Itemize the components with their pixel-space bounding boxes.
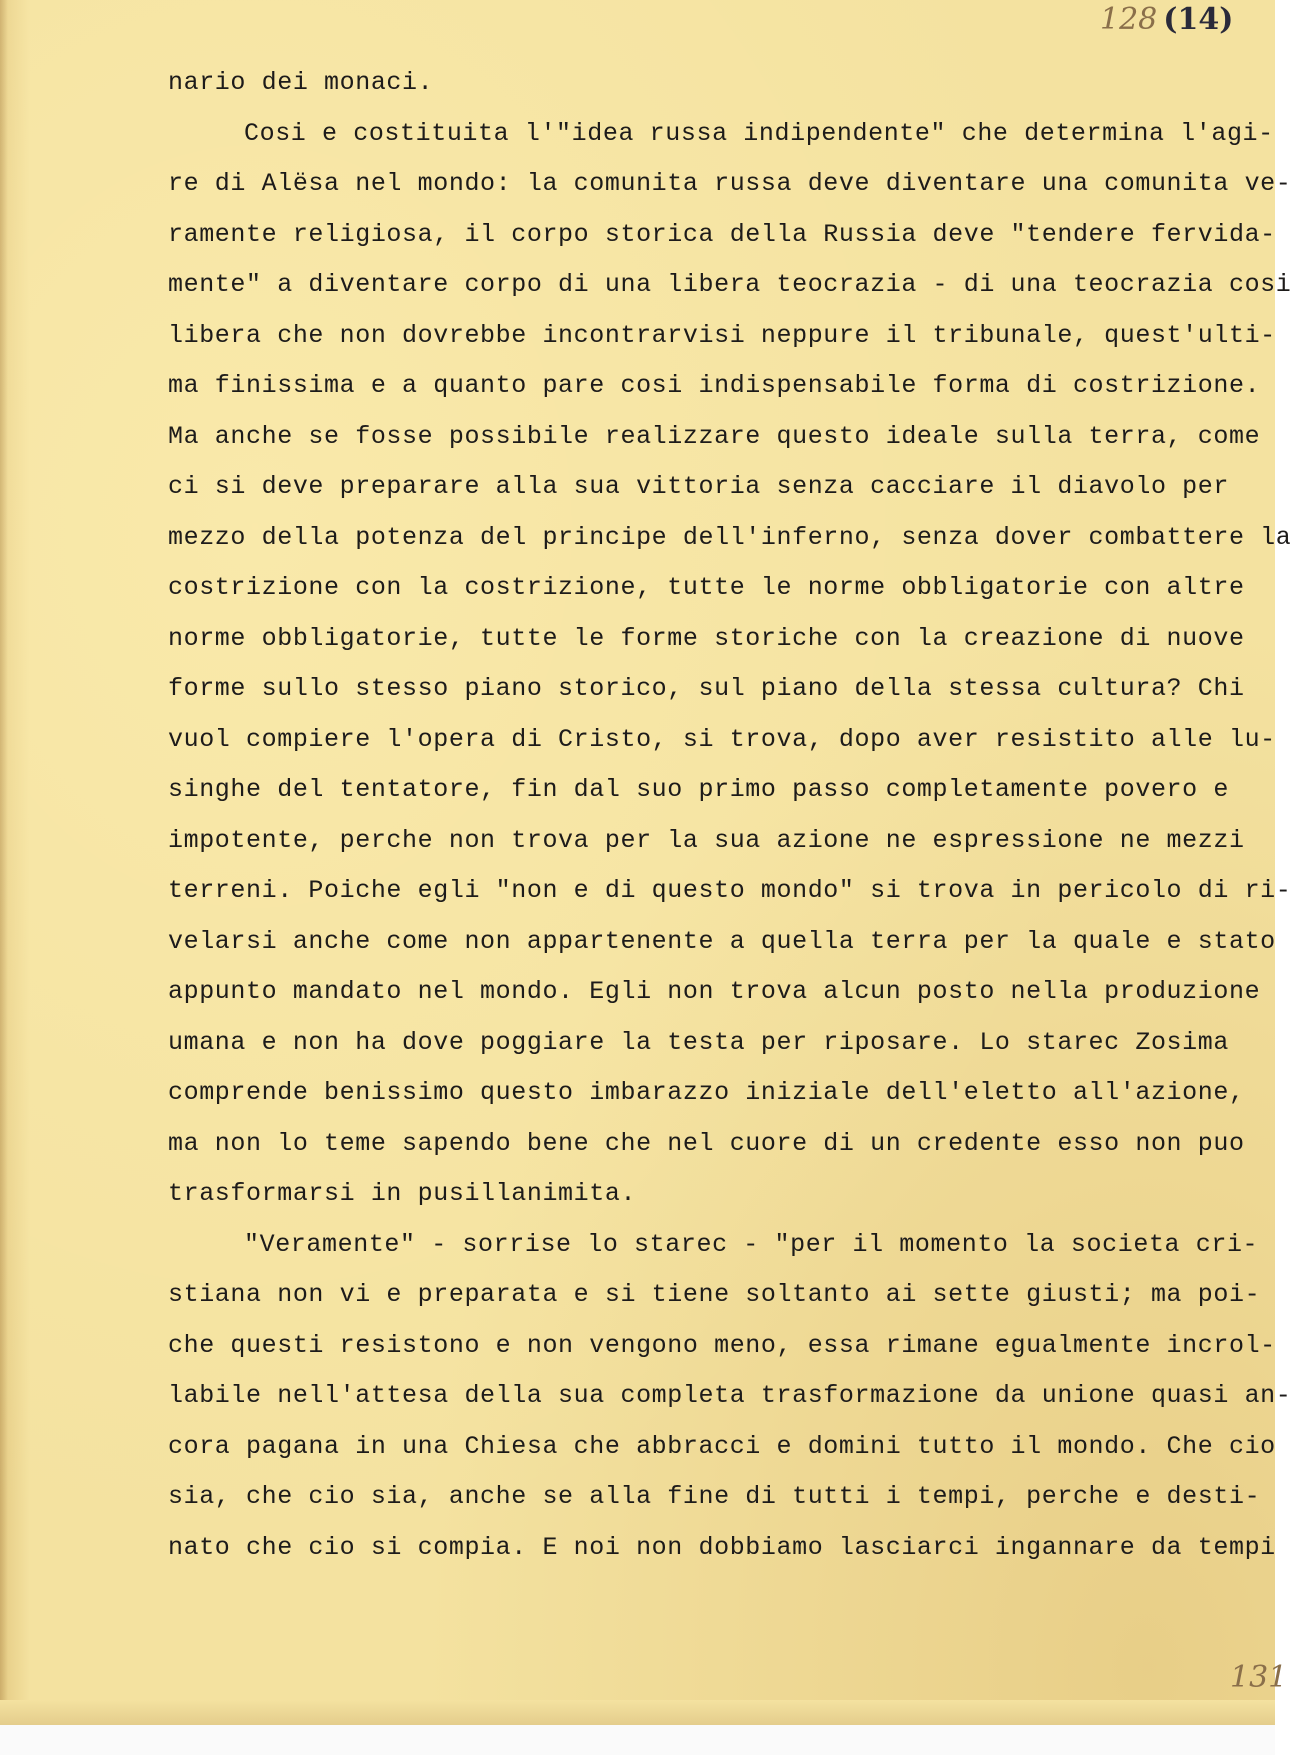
text-line: cora pagana in una Chiesa che abbracci e domini tutto il mondo. Che cio [168,1431,1276,1461]
page-left-edge [0,0,8,1755]
text-line: vuol compiere l'opera di Cristo, si trova, dopo aver resistito alle lu- [168,724,1276,754]
typed-text [168,58,1291,1573]
text-line: che questi resistono e non vengono meno, essa rimane egualmente incrol- [168,1330,1276,1360]
text-line: umana e non ha dove poggiare la testa per riposare. Lo starec Zosima [168,1027,1229,1057]
text-line: forme sullo stesso piano storico, sul piano della stessa cultura? Chi [168,674,1245,703]
page-bottom-edge [0,1700,1275,1725]
page-number: (14) [1163,2,1234,37]
text-line: nario dei monaci. [168,68,434,97]
text-line: ci si deve preparare alla sua vittoria senza cacciare il diavolo per [168,472,1229,501]
text-line: impotente, perche non trova per la sua azione ne espressione ne mezzi [168,825,1245,855]
text-line: sia, che cio sia, anche se alla fine di tutti i tempi, perche e desti- [168,1482,1261,1511]
text-line: velarsi anche come non appartenente a quella terra per la quale e stato [168,926,1276,956]
text-line: trasformarsi in pusillanimita. [168,1179,637,1208]
text-line: "Veramente" - sorrise lo starec - "per il momento la societa cri- [244,1229,1259,1259]
text-line: Ma anche se fosse possibile realizzare questo ideale sulla terra, come [168,421,1261,451]
text-line: labile nell'attesa della sua completa trasformazione da unione quasi an- [168,1381,1291,1410]
scan-background [0,1725,1275,1755]
text-line: costrizione con la costrizione, tutte le norme obbligatorie con altre [168,573,1245,602]
text-line: appunto mandato nel mondo. Egli non trova alcun posto nella produzione [168,977,1261,1006]
text-line: Cosi e costituita l'"idea russa indipendente" che determina l'agi- [244,118,1274,148]
text-line: mezzo della potenza del principe dell'inferno, senza dover combattere la [168,522,1291,552]
text-line: comprende benissimo questo imbarazzo iniziale dell'eletto all'azione, [168,1078,1245,1107]
text-line: ma non lo teme sapendo bene che nel cuore di un credente esso non puo [168,1128,1245,1158]
text-line: singhe del tentatore, fin dal suo primo passo completamente povero e [168,775,1229,804]
text-line: terreni. Poiche egli "non e di questo mondo" si trova in pericolo di ri- [168,876,1291,905]
text-line: ramente religiosa, il corpo storica della Russia deve "tendere fervida- [168,219,1276,249]
text-line: mente" a diventare corpo di una libera teocrazia - di una teocrazia cosi [168,270,1291,299]
text-line: nato che cio si compia. E noi non dobbiamo lasciarci ingannare da tempi [168,1532,1276,1562]
text-line: libera che non dovrebbe incontrarvisi neppure il tribunale, quest'ulti- [168,320,1276,350]
text-line: ma finissima e a quanto pare cosi indispensabile forma di costrizione. [168,371,1261,400]
text-line: re di Alësa nel mondo: la comunita russa deve diventare una comunita ve- [168,169,1291,198]
text-line: norme obbligatorie, tutte le forme storiche con la creazione di nuove [168,623,1245,653]
bottom-page-number: 131 [1230,1660,1288,1695]
page-marks [1100,2,1233,37]
archive-number: 128 [1100,2,1158,37]
text-line: stiana non vi e preparata e si tiene soltanto ai sette giusti; ma poi- [168,1280,1261,1309]
